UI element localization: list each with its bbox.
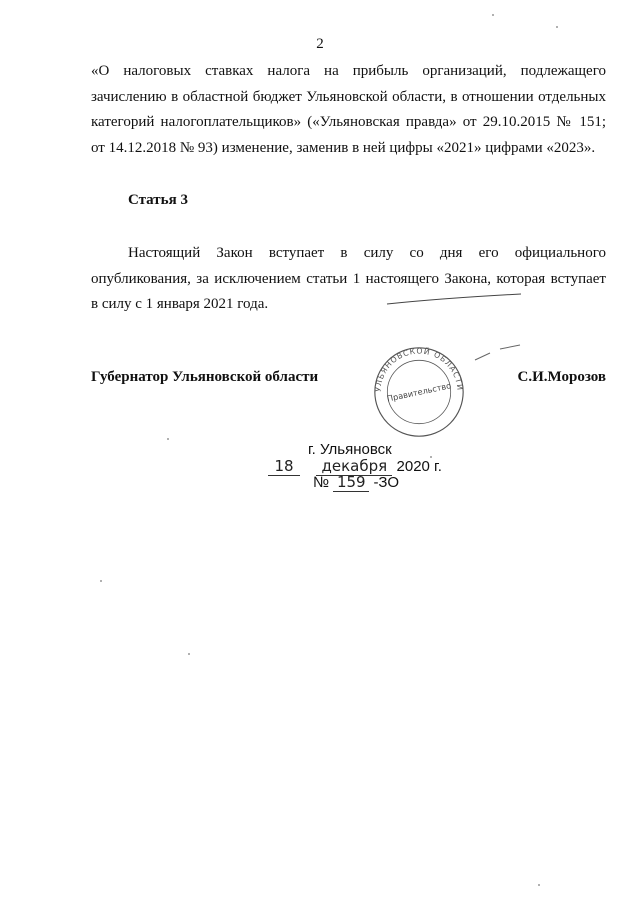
scan-speck — [430, 456, 432, 458]
footer-number-value: 159 — [333, 473, 369, 492]
footer-year: 2020 г. — [396, 458, 442, 475]
scan-speck — [492, 14, 494, 16]
footer-number — [313, 473, 399, 492]
scan-speck — [538, 884, 540, 886]
scan-speck — [188, 653, 190, 655]
stamp-ring-text: УЛЬЯНОВСКОЙ ОБЛАСТИ — [373, 346, 465, 393]
paragraph-line: от 14.12.2018 № 93) изменение, заменив в ней цифры «2021» цифрами «2023». — [91, 139, 596, 156]
official-stamp — [371, 344, 467, 440]
footer-month: декабря — [316, 457, 392, 476]
paragraph-line: зачислению в областной бюджет Ульяновской области, в отношении отдельных — [91, 88, 606, 105]
paragraph-line: «О налоговых ставках налога на прибыль организаций, подлежащего — [91, 63, 606, 79]
paragraph-line: Настоящий Закон вступает в силу со дня его официального — [128, 245, 606, 261]
footer-number-suffix: -ЗО — [373, 474, 399, 491]
article-heading: Статья 3 — [128, 192, 188, 208]
signature-stroke — [385, 290, 525, 310]
paragraph-line: категорий налогоплательщиков» («Ульяновская правда» от 29.10.2015 № 151; — [91, 114, 606, 130]
footer-day: 18 — [268, 457, 300, 476]
paragraph-line: в силу с 1 января 2021 года. — [91, 296, 269, 312]
scan-speck — [556, 26, 558, 28]
footer-number-prefix: № — [313, 474, 330, 491]
article3-paragraph — [91, 241, 606, 318]
signature-stroke — [470, 335, 530, 365]
signature-position: Губернатор Ульяновской области — [91, 369, 319, 385]
intro-paragraph — [91, 59, 606, 161]
page-number: 2 — [316, 36, 324, 52]
scan-speck — [167, 438, 169, 440]
stamp-center-text: Правительство — [386, 380, 452, 404]
paragraph-line: опубликования, за исключением статьи 1 настоящего Закона, которая вступает — [91, 270, 606, 287]
footer-city: г. Ульяновск — [308, 441, 392, 458]
signature-name: С.И.Морозов — [517, 369, 606, 385]
scan-speck — [100, 580, 102, 582]
